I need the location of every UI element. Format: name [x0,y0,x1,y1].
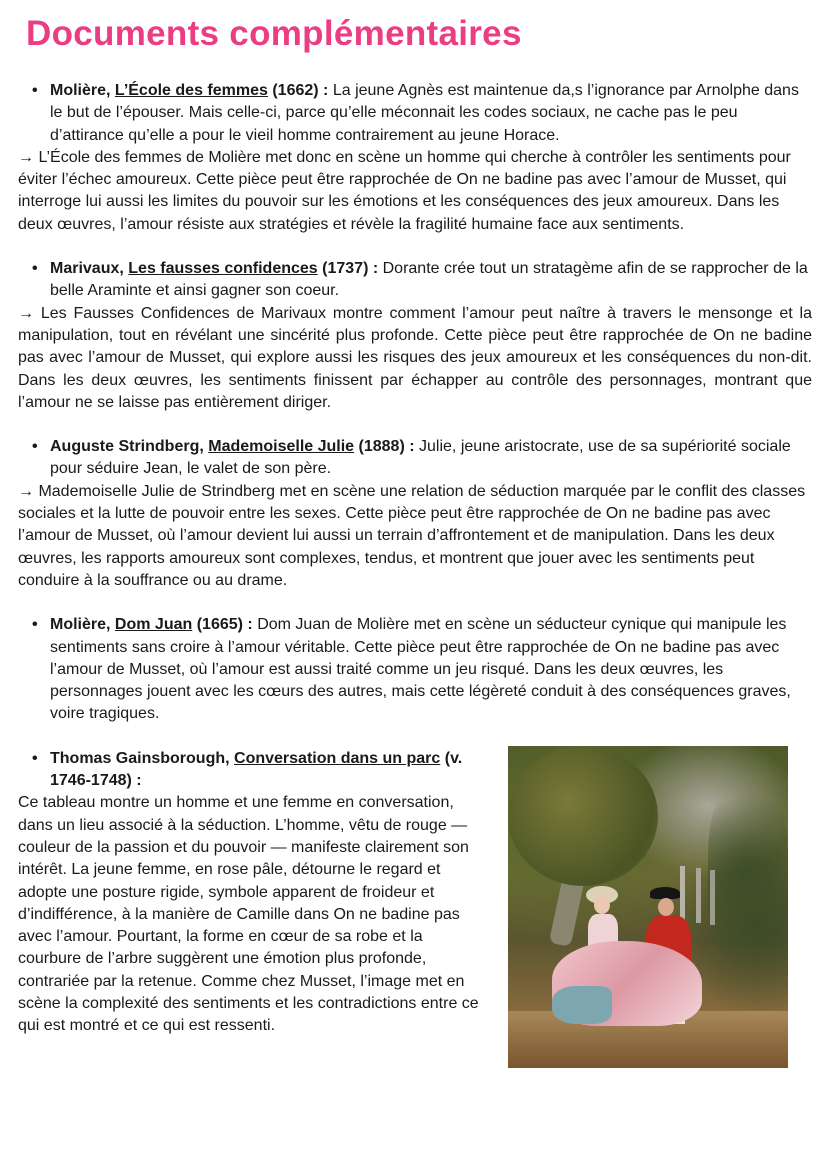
work-title: L’École des femmes [114,82,268,99]
commentary: → Mademoiselle Julie de Strindberg met en scène une relation de séduction marquée par le conflit des classes sociales et la lutte de pouvoir entre les sexes. Cette pièce peut être rapprochée de On ne badine pas avec l’amour de Musset, où l’amour devient lui aussi un terrain d’affrontement et de manipulation. Dans les deux œuvres, les rapports amoureux sont complexes, tendus, et montrent que jouer avec les sentiments peut conduire à la souffrance ou au drame. [18,482,806,589]
document-body [18,80,812,1068]
work-date: (1888) : [358,438,415,456]
bullet-icon: • [32,438,38,456]
work-date: (1737) : [322,260,379,278]
commentary: → L’École des femmes de Molière met donc en scène un homme qui cherche à contrôler les sentiments pour éviter l’échec amoureux. Cette pièce peut être rapprochée de On ne badine pas avec l’amour de Musset, qui interroge lui aussi les limites du pouvoir sur les émotions et les conséquences des jeux amoureux. Dans les deux œuvres, l’amour résiste aux stratégies et révèle la fragilité humaine face aux sentiments. [18,148,791,233]
author: Marivaux, [50,260,124,278]
summary: Dorante crée tout un stratagème afin de se rapprocher de la belle Araminte et ainsi gagner son coeur. [50,260,808,300]
bullet-item [18,748,484,793]
work-title: Dom Juan [114,616,193,634]
work-date: (v. 1746-1748) : [50,749,463,790]
bullet-icon: • [32,616,38,634]
author: Molière, [50,616,111,634]
woman-face [594,896,610,914]
summary: La jeune Agnès est maintenue da,s l’ignorance par Arnolphe dans le but de l’épouser. Mais celle-ci, parce qu’elle méconnait les codes sociaux, ne cache pas le peu d’attirance qu’elle a pour le vieil homme contrairement au jeune Horace. [50,82,799,144]
temple-column [710,870,715,925]
section-fausses-confidences [18,258,812,414]
work-title: Les fausses confidences [128,260,318,278]
section-ecole-des-femmes [18,80,812,236]
page-title: Documents complémentaires [26,14,522,53]
work-title: Conversation dans un parc [234,749,441,767]
work-title: Mademoiselle Julie [208,438,355,456]
bullet-icon: • [32,260,38,278]
section-dom-juan [18,614,812,725]
commentary: → Les Fausses Confidences de Marivaux montre comment l’amour peut naître à travers le mensonge et la manipulation, tout en révélant une sincérité plus profonde. Cette pièce peut être rapprochée de On ne badine pas avec l’amour de Musset, qui explore aussi les risques des jeux amoureux et les conséquences du non-dit. Dans les deux œuvres, les sentiments finissent par échapper au contrôle des personnages, montrant que l’amour ne se laisse pas entièrement diriger. [18,304,812,411]
section-gainsborough [18,748,812,1068]
bullet-item [18,80,812,147]
summary: Dom Juan de Molière met en scène un séducteur cynique qui manipule les sentiments sans croire à l’amour véritable. Cette pièce peut être rapprochée de On ne badine pas avec l’amour de Musset, où l’amour est aussi traité comme un jeu risqué. Dans les deux œuvres, les personnages jouent avec les cœurs des autres, mais cette légèreté conduit à des conséquences graves, voire tragiques. [50,616,791,723]
temple-column [696,868,701,923]
section-mademoiselle-julie [18,436,812,592]
painting-conversation-dans-un-parc [508,746,788,1068]
man-face [658,898,674,916]
summary: Julie, jeune aristocrate, use de sa supériorité sociale pour séduire Jean, le valet de son père. [50,438,791,478]
bullet-icon: • [32,749,38,767]
author: Auguste Strindberg, [50,438,204,456]
bullet-item [18,614,812,725]
temple-column [680,866,685,921]
author: Thomas Gainsborough, [50,749,230,767]
man-hat [650,887,680,899]
foliage [508,746,658,886]
work-date: (1662) : [272,82,329,99]
bullet-item [18,258,812,303]
bullet-item [18,436,812,481]
woman-blue-petticoat [552,986,612,1024]
work-date: (1665) : [196,616,253,634]
commentary: Ce tableau montre un homme et une femme en conversation, dans un lieu associé à la séduction. L’homme, vêtu de rouge — couleur de la passion et du pouvoir — manifeste clairement son intérêt. La jeune femme, en rose pâle, détourne le regard et adopte une posture rigide, symbole apparent de froideur et d’indifférence, à la manière de Camille dans On ne badine pas avec l’amour. Pourtant, la forme en cœur de sa robe et la courbure de l’arbre suggèrent une émotion plus profonde, contrariée par la retenue. Comme chez Musset, l’image met en scène la complexité des sentiments et les contradictions entre ce qui est montré et ce qui est ressenti. [18,794,479,1035]
author: Molière, [50,82,111,99]
foliage [708,776,788,976]
bullet-icon: • [32,82,38,99]
